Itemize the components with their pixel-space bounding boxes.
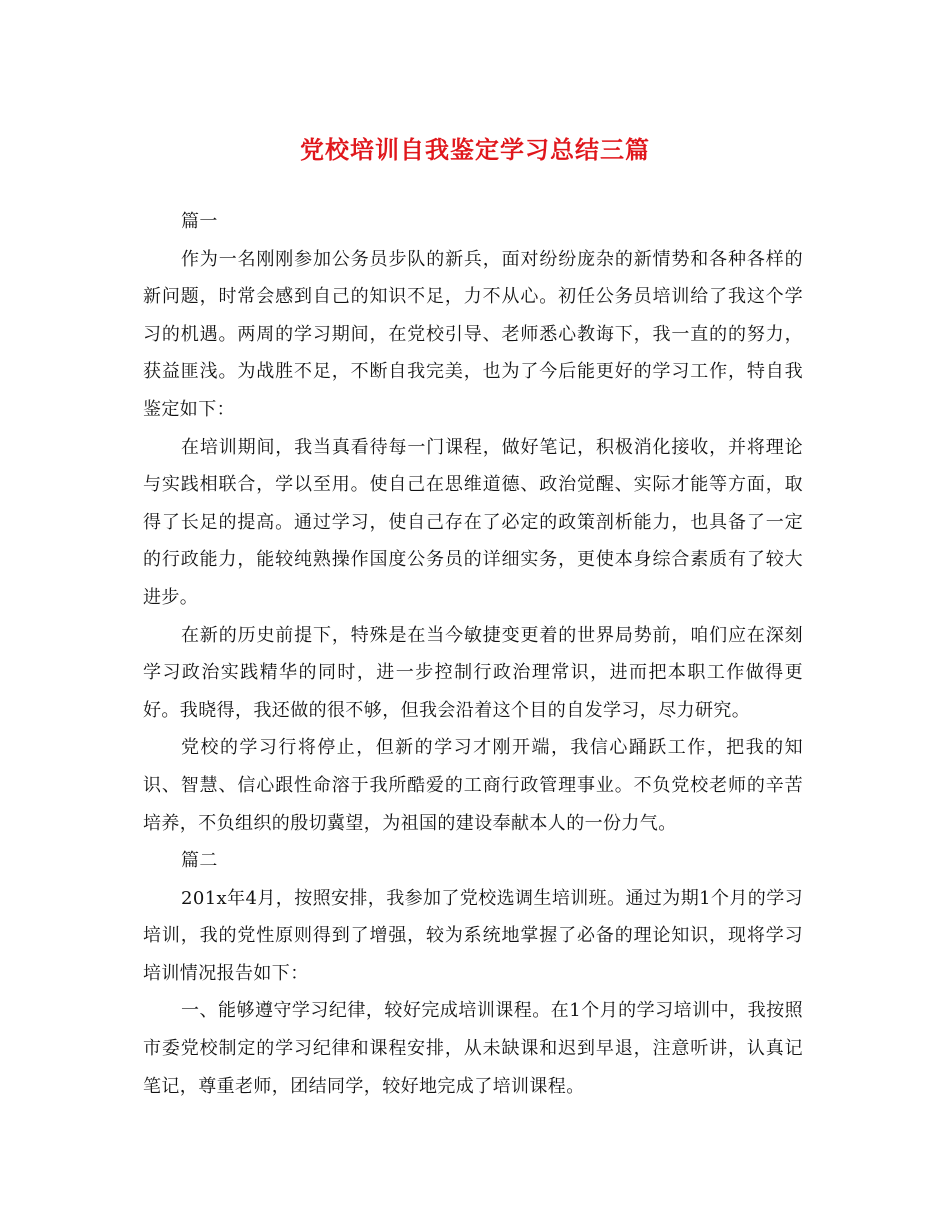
paragraph: 201x年4月，按照安排，我参加了党校选调生培训班。通过为期1个月的学习培训，我的党性原则得到了增强，较为系统地掌握了必备的理论知识，现将学习培训情况报告如下： bbox=[143, 887, 803, 984]
section-heading-2: 篇二 bbox=[181, 850, 218, 872]
paragraph: 一、能够遵守学习纪律，较好完成培训课程。在1个月的学习培训中，我按照市委党校制定的学习纪律和课程安排，从未缺课和迟到早退，注意听讲，认真记笔记，尊重老师，团结同学，较好地完成了培训课程。 bbox=[143, 1000, 803, 1097]
section-heading-1: 篇一 bbox=[181, 211, 218, 232]
document-body bbox=[143, 203, 803, 1105]
paragraph: 在培训期间，我当真看待每一门课程，做好笔记，积极消化接收，并将理论与实践相联合，学以至用。使自己在思维道德、政治觉醒、实际才能等方面，取得了长足的提高。通过学习，使自己存在了必定的政策剖析能力，也具备了一定的行政能力，能较纯熟操作国度公务员的详细实务，更使本身综合素质有了较大进步。 bbox=[143, 436, 803, 608]
document-title: 党校培训自我鉴定学习总结三篇 bbox=[300, 136, 650, 164]
paragraph: 党校的学习行将停止，但新的学习才刚开端，我信心踊跃工作，把我的知识、智慧、信心跟性命溶于我所酷爱的工商行政管理事业。不负党校老师的辛苦培养，不负组织的殷切冀望，为祖国的建设奉献本人的一份力气。 bbox=[143, 737, 803, 834]
paragraph: 在新的历史前提下，特殊是在当今敏捷变更着的世界局势前，咱们应在深刻学习政治实践精华的同时，进一步控制行政治理常识，进而把本职工作做得更好。我晓得，我还做的很不够，但我会沿着这个目的自发学习，尽力研究。 bbox=[143, 624, 803, 721]
paragraph: 作为一名刚刚参加公务员步队的新兵，面对纷纷庞杂的新情势和各种各样的新问题，时常会感到自己的知识不足，力不从心。初任公务员培训给了我这个学习的机遇。两周的学习期间，在党校引导、老师悉心教诲下，我一直的的努力，获益匪浅。为战胜不足，不断自我完美，也为了今后能更好的学习工作，特自我鉴定如下： bbox=[143, 248, 803, 420]
